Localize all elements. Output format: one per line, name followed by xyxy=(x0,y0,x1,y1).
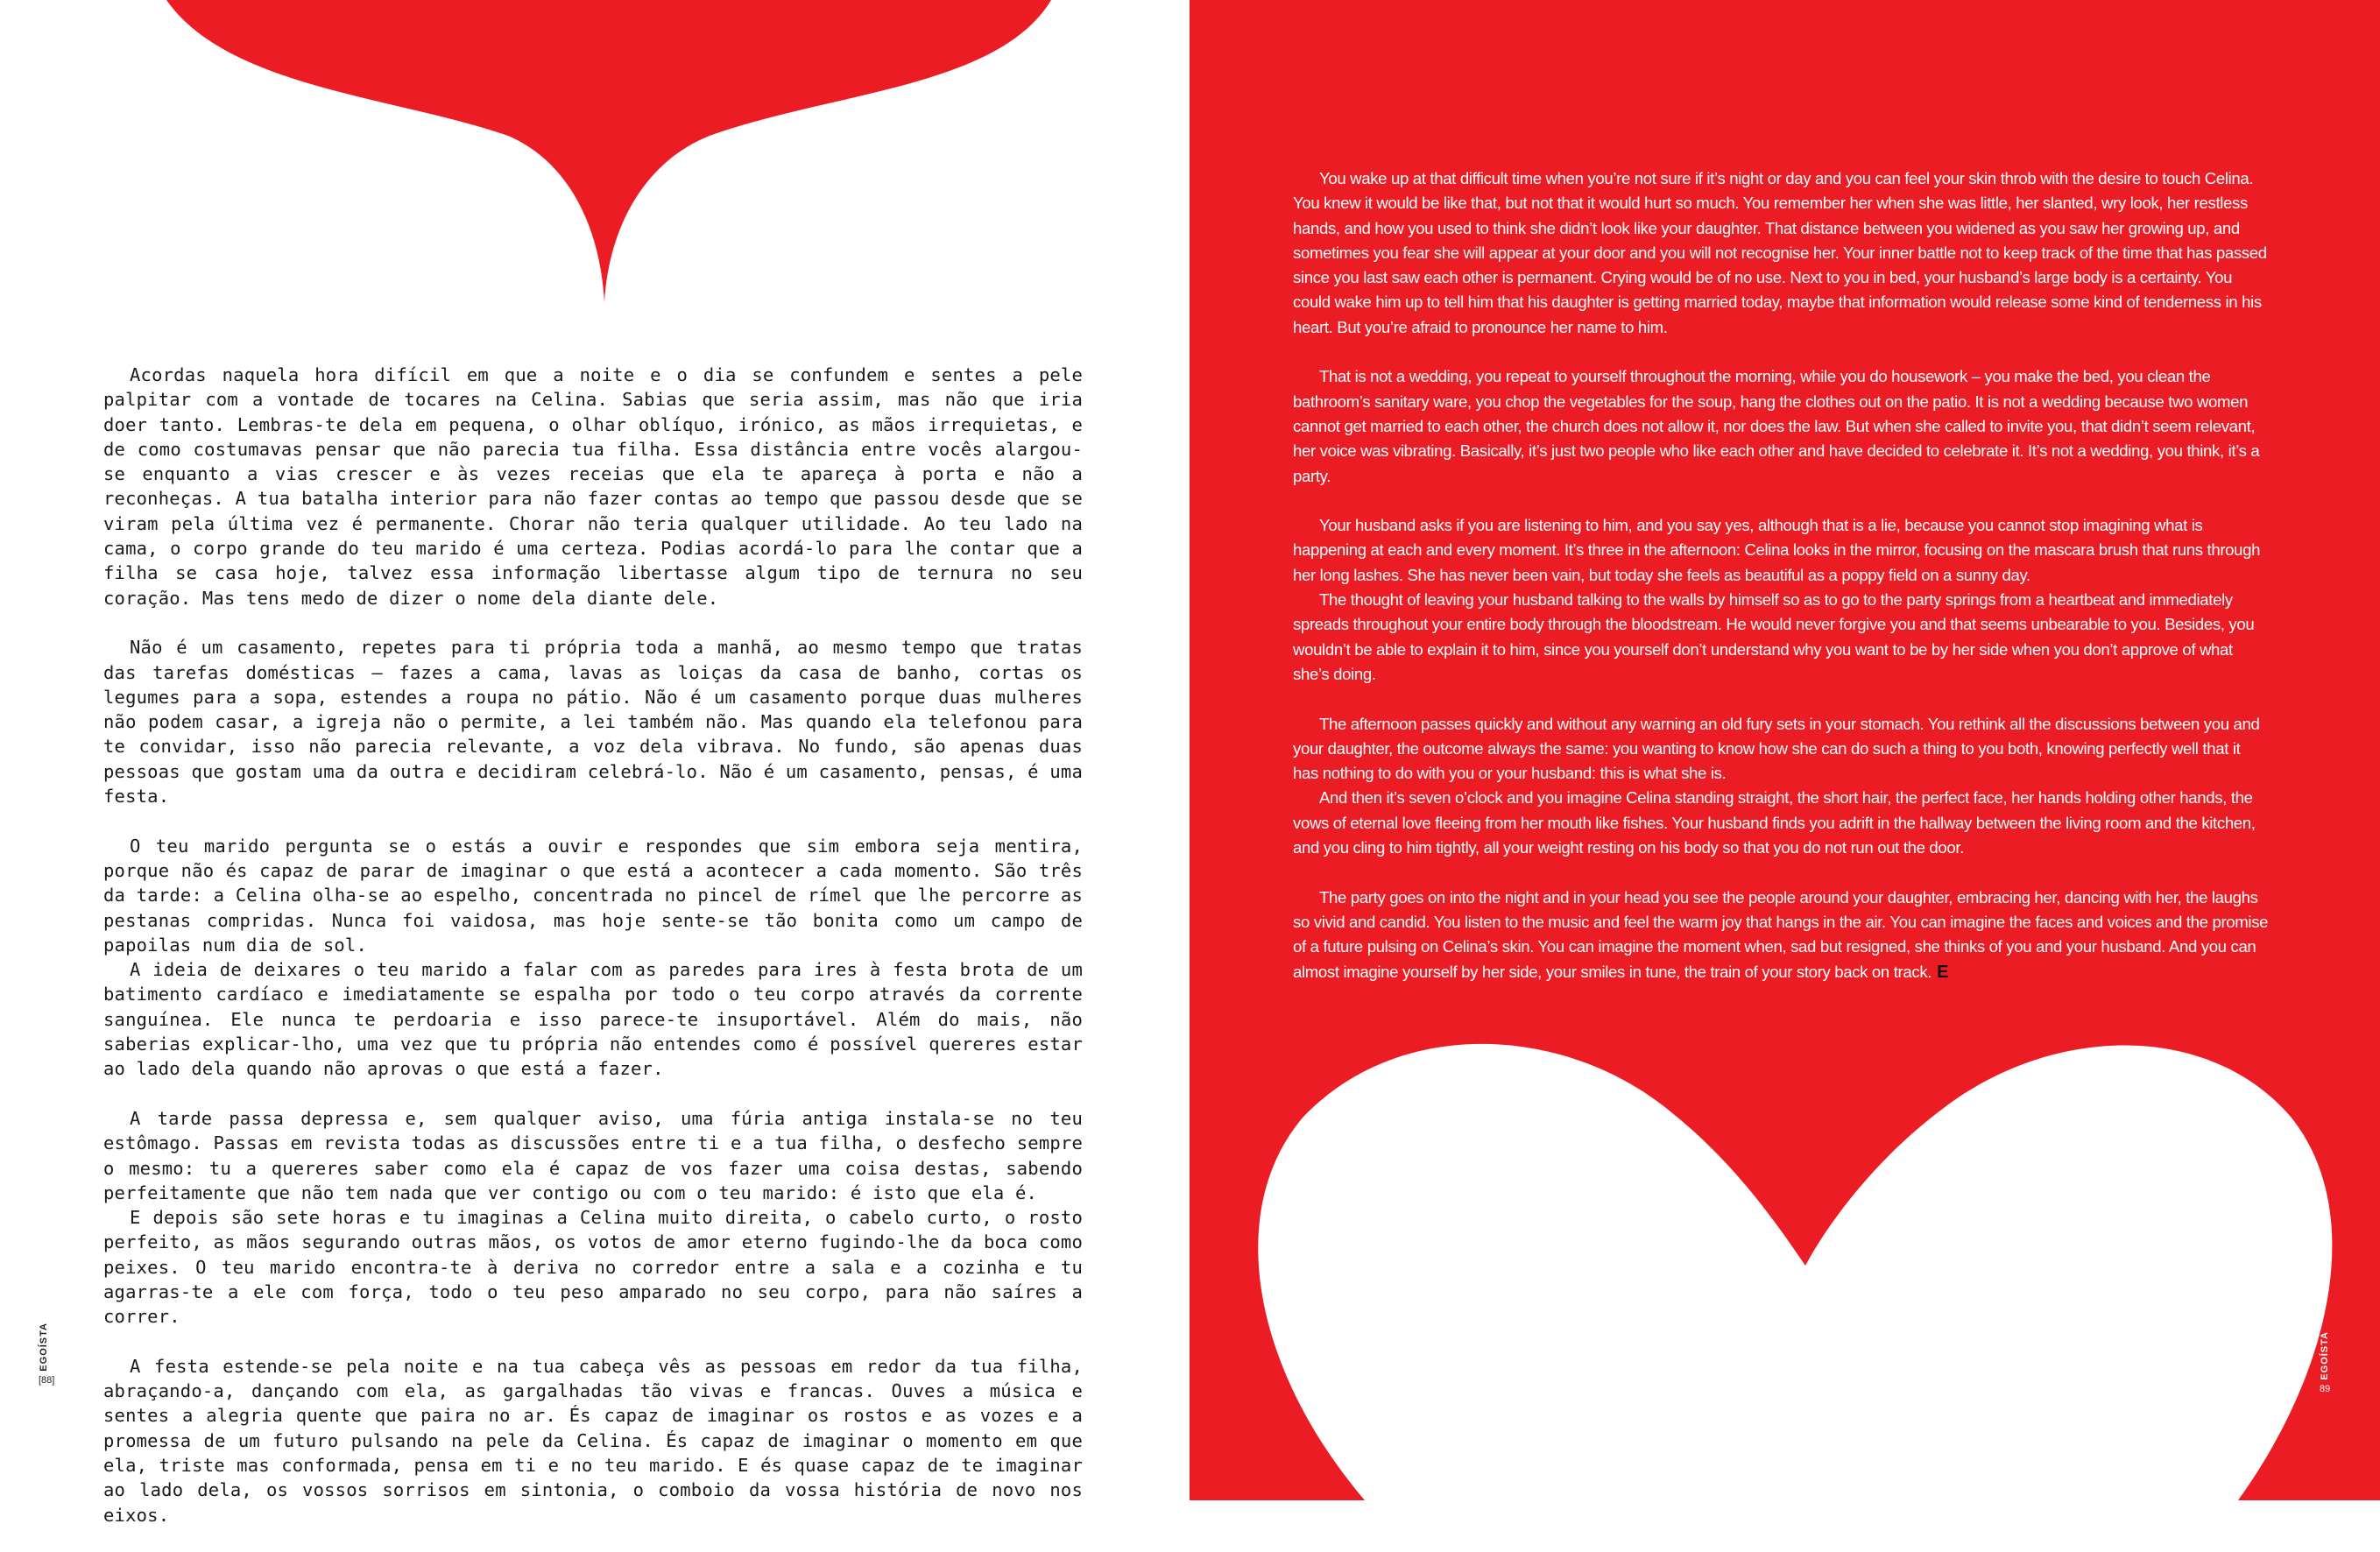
portuguese-story-text xyxy=(103,363,1083,1552)
left-folio xyxy=(39,1323,54,1386)
right-page-number: 89 xyxy=(2320,1383,2331,1394)
end-mark-icon: E xyxy=(1937,962,1949,982)
brand-logo-right: EGOÍSTA xyxy=(2320,1331,2330,1380)
en-paragraph-2: That is not a wedding, you repeat to yourself throughout the morning, while you do housework – you make the bed, you clean the bathroom’s sanitary ware, you chop the vegetables for the soup, hang the clothes out on the patio. It is not a wedding because two women cannot get married to each other, the church does not allow it, nor does the law. But when she called to invite you, that didn’t seem relevant, her voice was vibrating. Basically, it’s just two people who like each other and have decided to celebrate it. It’s not a wedding, you think, it’s a party. xyxy=(1293,367,2260,485)
pt-paragraph-3: O teu marido pergunta se o estás a ouvir e respondes que sim embora seja mentira, porque não és capaz de parar de imaginar o que está a acontecer a cada momento. São três da tarde: a Celina olha-se ao espelho, concentrada no pincel de rímel que lhe percorre as pestanas compridas. Nunca foi vaidosa, mas hoje sente-se tão bonita como um campo de papoilas num dia de sol. xyxy=(103,835,1083,956)
en-paragraph-3: Your husband asks if you are listening to him, and you say yes, although that is a lie, because you cannot stop imagining what is happening at each and every moment. It’s three in the afternoon: Celina looks in the mirror, focusing on the mascara brush that runs through her long lashes. She has never been vain, but today she feels as beautiful as a poppy field on a sunny day. xyxy=(1293,516,2261,584)
right-folio xyxy=(2320,1331,2330,1394)
pt-paragraph-2: Não é um casamento, repetes para ti própria toda a manhã, ao mesmo tempo que tratas das tarefas domésticas – fazes a cama, lavas as loiças da casa de banho, cortas os legumes para a sopa, estendes a roupa no pátio. Não é um casamento porque duas mulheres não podem casar, a igreja não o permite, a lei também não. Mas quando ela telefonou para te convidar, isso não parecia relevante, a voz dela vibrava. No fundo, são apenas duas pessoas que gostam uma da outra e decidiram celebrá-lo. Não é um casamento, pensas, é uma festa. xyxy=(103,637,1083,808)
pt-paragraph-6: E depois são sete horas e tu imaginas a Celina muito direita, o cabelo curto, o rosto perfeito, as mãos segurando outras mãos, os votos de amor eterno fugindo-lhe da boca como peixes. O teu marido encontra-te à deriva no corredor entre a sala e a cozinha e tu agarras-te a ele com força, todo o teu peso amparado no seu corpo, para não saíres a correr. xyxy=(103,1207,1083,1328)
brand-logo-left: EGOÍSTA xyxy=(39,1323,49,1372)
en-paragraph-4: The thought of leaving your husband talking to the walls by himself so as to go to the party springs from a heartbeat and immediately spreads throughout your entire body through the bloodstream. He would never forgive you and that seems unbearable to you. Besides, you wouldn’t be able to explain it to him, since you yourself don’t understand why you want to be by her side when you don’t approve of what she’s doing. xyxy=(1293,590,2255,683)
en-paragraph-1: You wake up at that difficult time when you’re not sure if it’s night or day and you can feel your skin throb with the desire to touch Celina. You knew it would be like that, but not that it would hurt so much. You remember her when she was little, her slanted, wry look, her restless hands, and how you used to think she didn’t look like your daughter. That distance between you widened as you saw her growing up, and sometimes you fear she will appear at your door and you will not recognise her. Your inner battle not to keep track of the time that has passed since you last saw each other is permanent. Crying would be of no use. Next to you in bed, your husband’s large body is a certainty. You could wake him up to tell him that his daughter is getting married today, maybe that information would release some kind of tenderness in his heart. But you’re afraid to pronounce her name to him. xyxy=(1293,169,2267,336)
en-paragraph-7-text: The party goes on into the night and in your head you see the people around your daughter, embracing her, dancing with her, the laughs so vivid and candid. You listen to the music and feel the warm joy that hangs in the air. You can imagine the faces and voices and the promise of a future pulsing on Celina’s skin. You can imagine the moment when, sad but resigned, she thinks of you and your husband. And you can almost imagine yourself by her side, your smiles in tune, the train of your story back on track. xyxy=(1293,887,2269,981)
en-paragraph-5: The afternoon passes quickly and without any warning an old fury sets in your stomach. You rethink all the discussions between you and your daughter, the outcome always the same: you wanting to know how she can do such a thing to you both, knowing perfectly well that it has nothing to do with you or your husband: this is what she is. xyxy=(1293,714,2260,783)
english-story-text xyxy=(1293,166,2270,1009)
en-paragraph-6: And then it’s seven o’clock and you imagine Celina standing straight, the short hair, the perfect face, her hands holding other hands, the vows of eternal love fleeing from her mouth like fishes. Your husband finds you adrift in the hallway between the living room and the kitchen, and you cling to him tightly, all your weight resting on his body so that you do not run out the door. xyxy=(1293,788,2256,857)
pt-paragraph-7: A festa estende-se pela noite e na tua cabeça vês as pessoas em redor da tua filha, abraçando-a, dançando com ela, as gargalhadas tão vivas e francas. Ouves a música e sentes a alegria quente que paira no ar. És capaz de imaginar os rostos e as vozes e a promessa de um futuro pulsando na pele da Celina. És capaz de imaginar o momento em que ela, triste mas conformada, pensa em ti e no teu marido. E és quase capaz de te imaginar ao lado dela, os vossos sorrisos em sintonia, o comboio da vossa história de novo nos eixos. xyxy=(103,1355,1083,1526)
left-page-number: [88] xyxy=(39,1374,55,1386)
red-heart-shape xyxy=(166,0,1051,302)
pt-paragraph-5: A tarde passa depressa e, sem qualquer aviso, uma fúria antiga instala-se no teu estômago. Passas em revista todas as discussões entre ti e a tua filha, o desfecho sempre o mesmo: tu a quereres saber como ela é capaz de vos fazer uma coisa destas, sabendo perfeitamente que não tem nada que ver contigo ou com o teu marido: é isto que ela é. xyxy=(103,1107,1083,1203)
en-paragraph-7 xyxy=(1293,885,2270,984)
pt-paragraph-4: A ideia de deixares o teu marido a falar com as paredes para ires à festa brota de um batimento cardíaco e imediatamente se espalha por todo o teu corpo através da corrente sanguínea. Ele nunca te perdoaria e isso parece-te insuportável. Além do mais, não saberias explicar-lho, uma vez que tu própria não entendes como é possível quereres estar ao lado dela quando não aprovas o que está a fazer. xyxy=(103,959,1083,1080)
pt-paragraph-1: Acordas naquela hora difícil em que a noite e o dia se confundem e sentes a pele palpitar com a vontade de tocares na Celina. Sabias que seria assim, mas não que iria doer tanto. Lembras-te dela em pequena, o olhar oblíquo, irónico, as mãos irrequietas, e de como costumavas pensar que não parecia tua filha. Essa distância entre vocês alargou-se enquanto a vias crescer e às vezes receias que ela te apareça à porta e não a reconheças. A tua batalha interior para não fazer contas ao tempo que passou desde que se viram pela última vez é permanente. Chorar não teria qualquer utilidade. Ao teu lado na cama, o corpo grande do teu marido é uma certeza. Podias acordá-lo para lhe contar que a filha se casa hoje, talvez essa informação libertasse algum tipo de ternura no seu coração. Mas tens medo de dizer o nome dela diante dele. xyxy=(103,364,1083,609)
